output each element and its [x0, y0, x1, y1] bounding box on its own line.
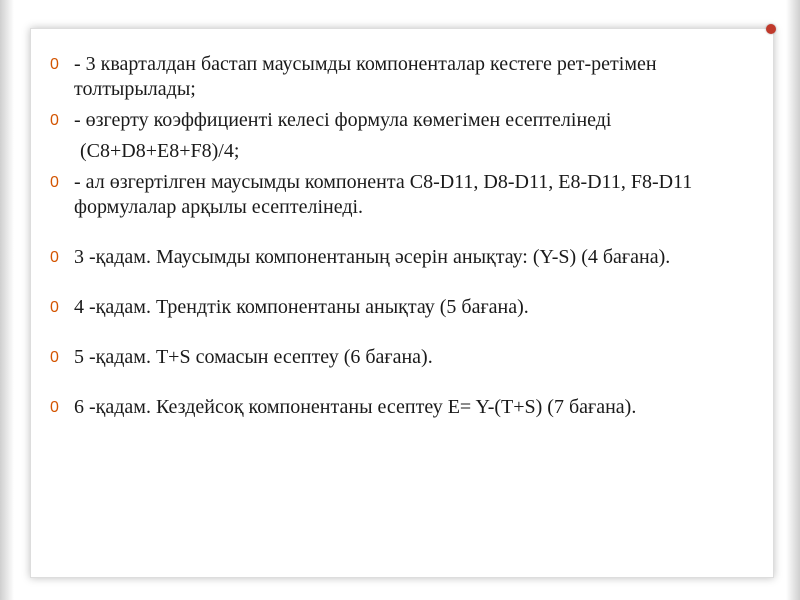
list-item-text: 4 -қадам. Трендтік компонентаны анықтау (5 бағана). — [74, 296, 529, 318]
list-item-text: - ал өзгертілген маусымды компонента C8-D11, D8-D11, E8-D11, F8-D11 формулалар арқылы есептелінеді. — [74, 171, 693, 218]
right-edge-shadow — [786, 0, 800, 600]
list-item — [50, 170, 740, 220]
list-item — [50, 52, 740, 102]
list-item — [50, 395, 740, 420]
bullet-list — [50, 52, 740, 420]
list-item-text: 5 -қадам. T+S сомасын есептеу (6 бағана). — [74, 346, 433, 368]
formula-line — [50, 139, 740, 164]
list-item-text: 3 -қадам. Маусымды компонентаның әсерін анықтау: (Y-S) (4 бағана). — [74, 246, 671, 268]
left-edge-shadow — [0, 0, 14, 600]
list-item — [50, 108, 740, 133]
list-item-text: - 3 кварталдан бастап маусымды компоненталар кестеге рет-ретімен толтырылады; — [74, 53, 657, 100]
list-item — [50, 295, 740, 320]
formula-text: (C8+D8+E8+F8)/4; — [80, 140, 240, 162]
bullet-icon: 0 — [50, 56, 59, 73]
list-item-text: - өзгерту коэффициенті келесі формула көмегімен есептелінеді — [74, 109, 612, 131]
bullet-icon: 0 — [50, 299, 59, 316]
bullet-icon: 0 — [50, 174, 59, 191]
list-item — [50, 345, 740, 370]
bullet-icon: 0 — [50, 112, 59, 129]
list-item — [50, 245, 740, 270]
bullet-icon: 0 — [50, 249, 59, 266]
list-item-text: 6 -қадам. Кездейсоқ компонентаны есептеу E= Y-(T+S) (7 бағана). — [74, 396, 637, 418]
bullet-icon: 0 — [50, 399, 59, 416]
bullet-icon: 0 — [50, 349, 59, 366]
red-dot-decoration — [766, 24, 776, 34]
